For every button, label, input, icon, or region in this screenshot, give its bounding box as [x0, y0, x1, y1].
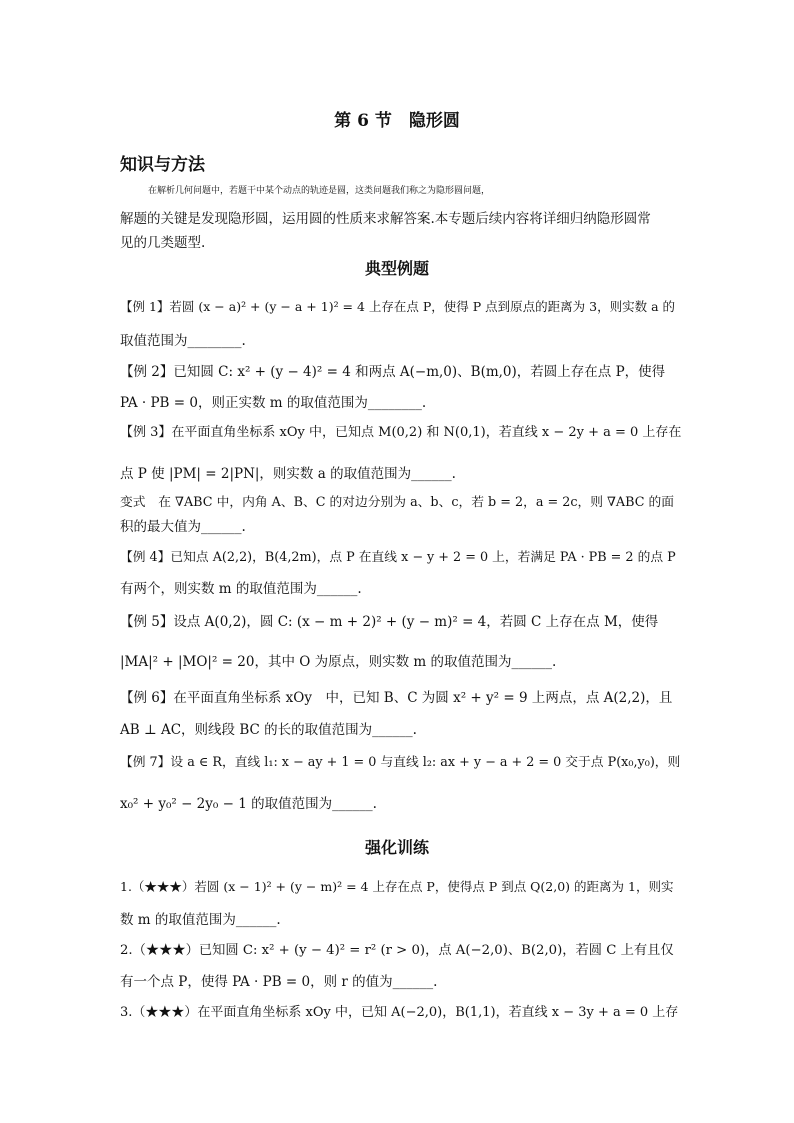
example-4-line-1: 【例 4】已知点 A(2,2)，B(4,2m)，点 P 在直线 x − y + 2 = 0 上，若满足 PA · PB = 2 的点 P: [120, 550, 676, 565]
training-2-line-2: 有一个点 P，使得 PA · PB = 0，则 r 的值为______.: [120, 974, 438, 990]
example-1-line-1: 【例 1】若圆 (x − a)² + (y − a + 1)² = 4 上存在点 P，使得 P 点到原点的距离为 3，则实数 a 的: [120, 299, 675, 314]
method-line-3: 见的几类题型.: [120, 235, 206, 251]
heading-knowledge-method: 知识与方法: [120, 155, 205, 175]
variant-line-1: 变式 在 ∇ABC 中，内角 A、B、C 的对边分别为 a、b、c，若 b = 2，a = 2c，则 ∇ABC 的面: [120, 495, 675, 510]
example-6-line-2: AB ⊥ AC，则线段 BC 的长的取值范围为______.: [120, 722, 417, 738]
training-1-line-1: 1.（★★★）若圆 (x − 1)² + (y − m)² = 4 上存在点 P，使得点 P 到点 Q(2,0) 的距离为 1，则实: [120, 879, 674, 894]
example-5-line-1: 【例 5】设点 A(0,2)，圆 C: (x − m + 2)² + (y − m)² = 4，若圆 C 上存在点 M，使得: [120, 614, 659, 630]
method-line-1: 在解析几何问题中，若题干中某个动点的轨迹是圆，这类问题我们称之为隐形圆问题，: [148, 186, 491, 196]
example-7-line-1: 【例 7】设 a ∈ R，直线 l₁: x − ay + 1 = 0 与直线 l₂: ax + y − a + 2 = 0 交于点 P(x₀,y₀)，则: [120, 755, 681, 770]
heading-reinforcement-training: 强化训练: [364, 838, 429, 857]
example-5-line-2: |MA|² + |MO|² = 20，其中 O 为原点，则实数 m 的取值范围为______.: [120, 654, 557, 670]
example-3-line-1: 【例 3】在平面直角坐标系 xOy 中，已知点 M(0,2) 和 N(0,1)，若直线 x − 2y + a = 0 上存在: [120, 425, 682, 440]
training-2-line-1: 2.（★★★）已知圆 C: x² + (y − 4)² = r² (r > 0)，点 A(−2,0)、B(2,0)，若圆 C 上有且仅: [120, 943, 674, 958]
example-3-line-2: 点 P 使 |PM| = 2|PN|，则实数 a 的取值范围为______.: [120, 466, 456, 482]
heading-typical-examples: 典型例题: [364, 259, 429, 278]
example-7-line-2: x₀² + y₀² − 2y₀ − 1 的取值范围为______.: [120, 796, 377, 812]
example-4-line-2: 有两个，则实数 m 的取值范围为______.: [120, 581, 362, 597]
variant-line-2: 积的最大值为______.: [120, 519, 246, 535]
method-line-2: 解题的关键是发现隐形圆，运用圆的性质来求解答案.本专题后续内容将详细归纳隐形圆常: [120, 211, 651, 227]
example-2-line-2: PA · PB = 0，则正实数 m 的取值范围为________.: [120, 395, 427, 411]
section-title: 第 6 节 隐形圆: [334, 111, 460, 131]
training-3-line-1: 3.（★★★）在平面直角坐标系 xOy 中，已知 A(−2,0)，B(1,1)，若直线 x − 3y + a = 0 上存: [120, 1005, 679, 1020]
training-1-line-2: 数 m 的取值范围为______.: [120, 912, 281, 928]
example-2-line-1: 【例 2】已知圆 C: x² + (y − 4)² = 4 和两点 A(−m,0)、B(m,0)，若圆上存在点 P，使得: [120, 364, 666, 380]
example-1-line-2: 取值范围为________.: [120, 333, 246, 349]
example-6-line-1: 【例 6】在平面直角坐标系 xOy 中，已知 B、C 为圆 x² + y² = 9 上两点，点 A(2,2)，且: [120, 690, 673, 706]
